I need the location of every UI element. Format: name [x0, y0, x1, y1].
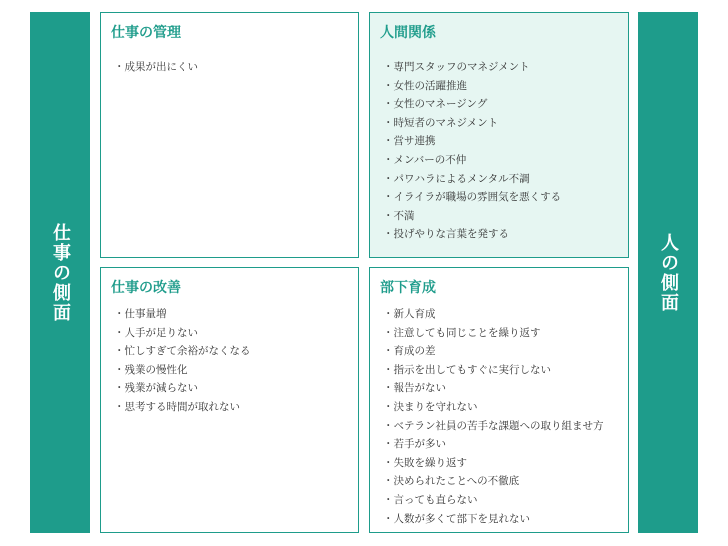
- work-aspect-label: 仕事の側面: [50, 222, 71, 323]
- human-aspect-label: 人の側面: [658, 232, 679, 313]
- list-item: ・ ベテラン社員の苦手な課題への取り組ませ方: [383, 417, 624, 436]
- list-item: ・ 残業の慢性化: [114, 361, 354, 380]
- list-item: ・ 指示を出してもすぐに実行しない: [383, 361, 624, 380]
- relationships-title: 人間関係: [380, 25, 436, 41]
- work-management-list: [114, 58, 354, 77]
- list-item: ・ 時短者のマネジメント: [383, 114, 624, 133]
- list-item: ・ 仕事量増: [114, 305, 354, 324]
- list-item: ・ 失敗を繰り返す: [383, 454, 624, 473]
- list-item: ・ 人手が足りない: [114, 324, 354, 343]
- list-item: ・ 言っても直らない: [383, 491, 624, 510]
- relationships-list: [383, 58, 624, 244]
- subordinate-development-panel: [369, 267, 629, 533]
- work-aspect-bar: [30, 12, 90, 533]
- list-item: ・ 報告がない: [383, 379, 624, 398]
- work-management-title: 仕事の管理: [111, 25, 181, 41]
- list-item: ・ メンバーの不仲: [383, 151, 624, 170]
- list-item: ・ 思考する時間が取れない: [114, 398, 354, 417]
- list-item: ・ 忙しすぎて余裕がなくなる: [114, 342, 354, 361]
- list-item: ・ 新人育成: [383, 305, 624, 324]
- list-item: ・ 決まりを守れない: [383, 398, 624, 417]
- list-item: ・ 決められたことへの不徹底: [383, 472, 624, 491]
- list-item: ・ 営サ連携: [383, 132, 624, 151]
- list-item: ・ 専門スタッフのマネジメント: [383, 58, 624, 77]
- list-item: ・ 育成の差: [383, 342, 624, 361]
- work-improvement-list: [114, 305, 354, 417]
- list-item: ・ 成果が出にくい: [114, 58, 354, 77]
- list-item: ・ 女性のマネージング: [383, 95, 624, 114]
- work-improvement-title: 仕事の改善: [111, 280, 181, 296]
- list-item: ・ 残業が減らない: [114, 379, 354, 398]
- work-management-panel: [100, 12, 359, 258]
- subordinate-development-list: [383, 305, 624, 528]
- list-item: ・ パワハラによるメンタル不調: [383, 170, 624, 189]
- list-item: ・ 女性の活躍推進: [383, 77, 624, 96]
- human-aspect-bar: [638, 12, 698, 533]
- work-improvement-panel: [100, 267, 359, 533]
- list-item: ・ イライラが職場の雰囲気を悪くする: [383, 188, 624, 207]
- list-item: ・ 注意しても同じことを繰り返す: [383, 324, 624, 343]
- list-item: ・ 人数が多くて部下を見れない: [383, 510, 624, 529]
- list-item: ・ 不満: [383, 207, 624, 226]
- list-item: ・ 若手が多い: [383, 435, 624, 454]
- subordinate-development-title: 部下育成: [380, 280, 436, 296]
- list-item: ・ 投げやりな言葉を発する: [383, 225, 624, 244]
- relationships-panel: [369, 12, 629, 258]
